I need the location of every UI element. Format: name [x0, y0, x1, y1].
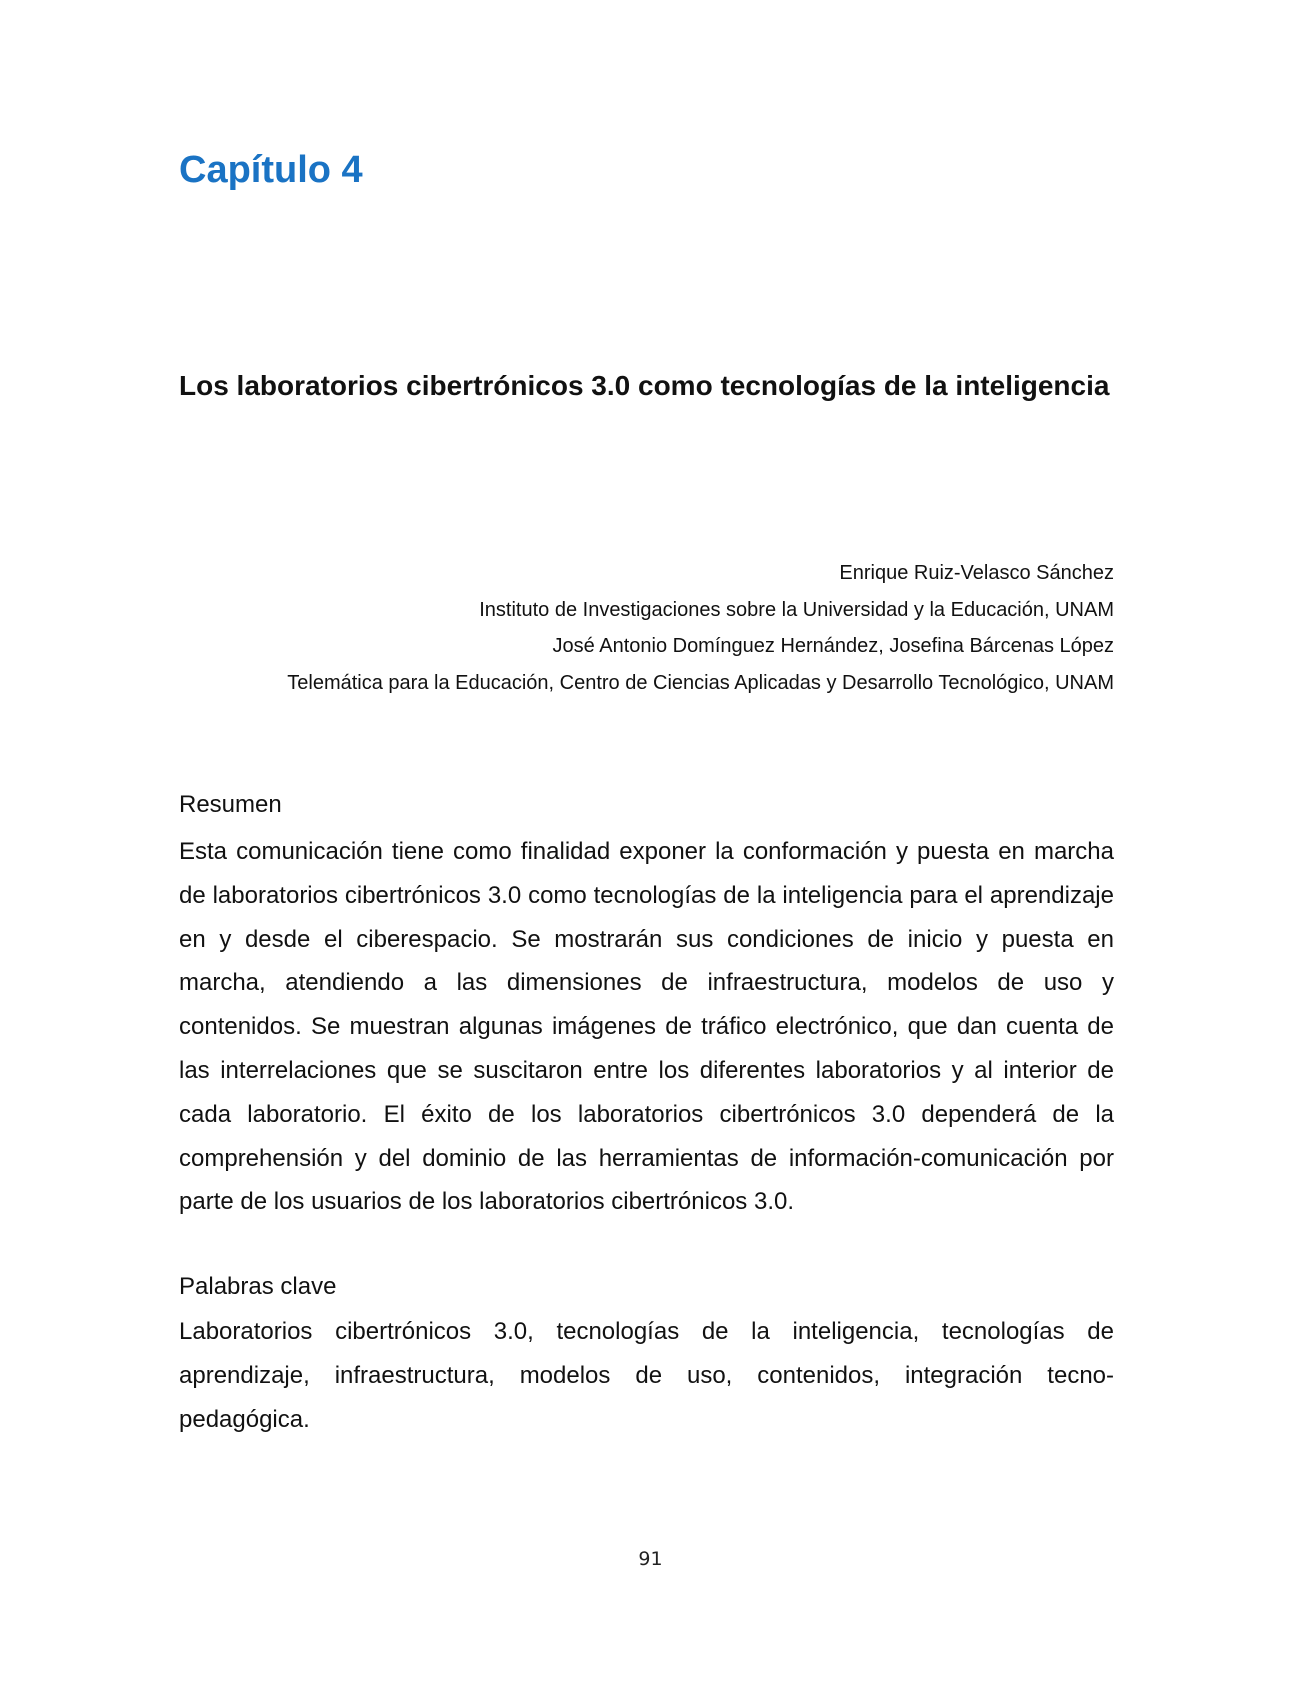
article-title: Los laboratorios cibertrónicos 3.0 como tecnologías de la inteligencia [179, 370, 1110, 401]
chapter-label: Capítulo 4 [179, 149, 363, 191]
affiliation-line-2: Telemática para la Educación, Centro de Ciencias Aplicadas y Desarrollo Tecnológico, UNAM [287, 671, 1114, 694]
abstract-heading: Resumen [179, 791, 282, 818]
author-line-2: José Antonio Domínguez Hernández, Josefina Bárcenas López [552, 635, 1114, 657]
keywords-heading: Palabras clave [179, 1273, 337, 1300]
affiliation-line-1: Instituto de Investigaciones sobre la Universidad y la Educación, UNAM [479, 598, 1114, 621]
author-affiliations [154, 555, 1114, 701]
author-line-1: Enrique Ruiz-Velasco Sánchez [839, 562, 1114, 584]
page-number: 91 [638, 1548, 663, 1570]
abstract-text: Esta comunicación tiene como finalidad exponer la conformación y puesta en marcha de laboratorios cibertrónicos 3.0 como tecnologías de la inteligencia para el aprendizaje en y desde el ciberespacio. Se mostrarán sus condiciones de inicio y puesta en marcha, atendiendo a las dimensiones de infraestructura, modelos de uso y contenidos. Se muestran algunas imágenes de tráfico electrónico, que dan cuenta de las interrelaciones que se suscitaron entre los diferentes laboratorios y al interior de cada laboratorio. El éxito de los laboratorios cibertrónicos 3.0 dependerá de la comprehensión y del dominio de las herramientas de información-comunicación por parte de los usuarios de los laboratorios cibertrónicos 3.0. [179, 838, 1114, 1216]
keywords-text: Laboratorios cibertrónicos 3.0, tecnologías de la inteligencia, tecnologías de aprendizaje, infraestructura, modelos de uso, contenidos, integración tecno-pedagógica. [179, 1318, 1114, 1433]
